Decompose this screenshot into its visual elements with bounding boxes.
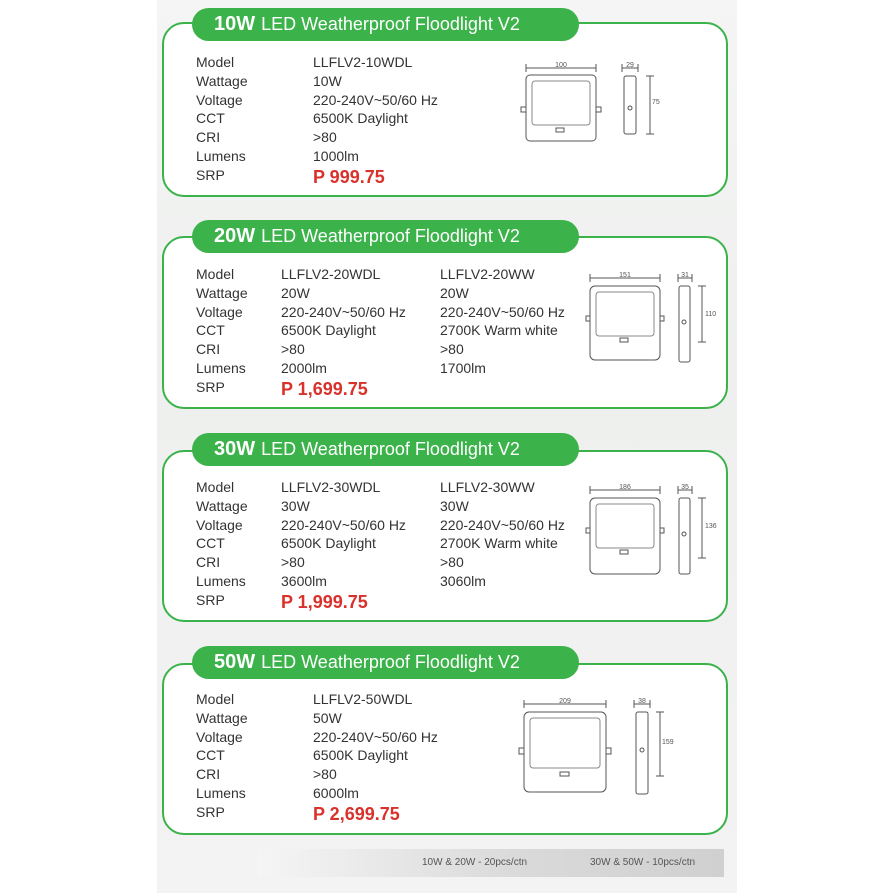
- dim-height: 136: [705, 523, 717, 530]
- value-cri: >80: [313, 129, 337, 146]
- product-banner-50w: [192, 646, 579, 679]
- label-wattage: Wattage: [196, 284, 248, 301]
- price-srp: P 2,699.75: [313, 803, 400, 824]
- label-srp: SRP: [196, 378, 225, 395]
- packing-footer: [258, 849, 724, 877]
- spec-values-30w-daylight: [281, 478, 406, 612]
- value-voltage: 220-240V~50/60 Hz: [313, 91, 438, 108]
- dim-height: 110: [705, 311, 717, 318]
- banner-wattage: 20W: [214, 225, 256, 247]
- value-cct: 6500K Daylight: [281, 322, 376, 339]
- label-cri: CRI: [196, 766, 221, 783]
- value-lumens: 3600lm: [281, 572, 327, 589]
- spec-labels-30w: [196, 478, 248, 610]
- packing-note-10w-20w: 10W & 20W - 20pcs/ctn: [422, 857, 528, 868]
- price-srp: P 999.75: [313, 166, 385, 187]
- value-cri: >80: [281, 554, 305, 571]
- banner-title: LED Weatherproof Floodlight V2: [261, 439, 520, 459]
- value-voltage: 220-240V~50/60 Hz: [281, 516, 406, 533]
- value-model: LLFLV2-30WDL: [281, 479, 381, 495]
- label-cct: CCT: [196, 535, 225, 552]
- value-model: LLFLV2-20WW: [440, 266, 535, 282]
- dim-height: 75: [652, 99, 660, 106]
- dim-depth: 29: [626, 62, 634, 69]
- value-cri: >80: [440, 554, 464, 571]
- label-srp: SRP: [196, 166, 225, 183]
- value-cri: >80: [440, 341, 464, 358]
- dimension-diagram-50w: [516, 696, 676, 800]
- dimension-diagram-20w: [584, 270, 719, 370]
- value-wattage: 50W: [313, 709, 342, 726]
- value-wattage: 10W: [313, 72, 342, 89]
- banner-title: LED Weatherproof Floodlight V2: [261, 14, 520, 34]
- dim-width: 209: [559, 698, 571, 705]
- banner-wattage: 30W: [214, 438, 256, 460]
- value-lumens: 6000lm: [313, 784, 359, 801]
- value-cct: 6500K Daylight: [313, 747, 408, 764]
- price-srp: P 1,999.75: [281, 591, 368, 612]
- price-srp: P 1,699.75: [281, 378, 368, 399]
- label-model: Model: [196, 54, 235, 70]
- label-lumens: Lumens: [196, 784, 246, 801]
- value-lumens: 1000lm: [313, 147, 359, 164]
- label-srp: SRP: [196, 591, 225, 608]
- label-wattage: Wattage: [196, 497, 248, 514]
- value-lumens: 3060lm: [440, 572, 486, 589]
- product-banner-30w: [192, 433, 579, 466]
- spec-values-20w-daylight: [281, 265, 406, 399]
- value-cct: 2700K Warm white: [440, 322, 558, 339]
- value-cct: 6500K Daylight: [313, 110, 408, 127]
- value-voltage: 220-240V~50/60 Hz: [440, 303, 565, 320]
- banner-wattage: 10W: [214, 13, 256, 35]
- value-voltage: 220-240V~50/60 Hz: [313, 728, 438, 745]
- dim-width: 100: [555, 62, 567, 69]
- spec-labels-20w: [196, 265, 248, 397]
- value-model: LLFLV2-50WDL: [313, 691, 413, 707]
- value-cri: >80: [281, 341, 305, 358]
- dim-depth: 35: [681, 484, 689, 491]
- value-wattage: 20W: [281, 284, 310, 301]
- dim-depth: 38: [638, 698, 646, 705]
- label-lumens: Lumens: [196, 359, 246, 376]
- dim-height: 159: [662, 739, 674, 746]
- value-voltage: 220-240V~50/60 Hz: [281, 303, 406, 320]
- spec-values-50w: [313, 690, 438, 824]
- packing-note-30w-50w: 30W & 50W - 10pcs/ctn: [590, 857, 696, 868]
- product-banner-20w: [192, 220, 579, 253]
- label-lumens: Lumens: [196, 147, 246, 164]
- spec-values-10w: [313, 53, 438, 187]
- value-cct: 6500K Daylight: [281, 535, 376, 552]
- value-lumens: 2000lm: [281, 359, 327, 376]
- dim-width: 151: [619, 272, 631, 279]
- dim-width: 186: [619, 484, 631, 491]
- dimension-diagram-30w: [584, 482, 719, 582]
- label-lumens: Lumens: [196, 572, 246, 589]
- label-wattage: Wattage: [196, 709, 248, 726]
- value-model: LLFLV2-20WDL: [281, 266, 381, 282]
- label-model: Model: [196, 691, 235, 707]
- label-cri: CRI: [196, 129, 221, 146]
- spec-labels-10w: [196, 53, 248, 185]
- value-lumens: 1700lm: [440, 359, 486, 376]
- label-cct: CCT: [196, 747, 225, 764]
- label-voltage: Voltage: [196, 303, 243, 320]
- label-model: Model: [196, 266, 235, 282]
- label-wattage: Wattage: [196, 72, 248, 89]
- dimension-diagram-10w: [518, 60, 663, 155]
- value-wattage: 30W: [440, 497, 469, 514]
- dim-depth: 31: [681, 272, 689, 279]
- label-voltage: Voltage: [196, 516, 243, 533]
- value-cct: 2700K Warm white: [440, 535, 558, 552]
- label-cct: CCT: [196, 110, 225, 127]
- value-model: LLFLV2-10WDL: [313, 54, 413, 70]
- label-model: Model: [196, 479, 235, 495]
- product-banner-10w: [192, 8, 579, 41]
- value-wattage: 20W: [440, 284, 469, 301]
- value-wattage: 30W: [281, 497, 310, 514]
- label-cri: CRI: [196, 554, 221, 571]
- label-voltage: Voltage: [196, 91, 243, 108]
- banner-title: LED Weatherproof Floodlight V2: [261, 652, 520, 672]
- spec-values-30w-warm: [440, 478, 565, 591]
- value-model: LLFLV2-30WW: [440, 479, 535, 495]
- value-cri: >80: [313, 766, 337, 783]
- spec-values-20w-warm: [440, 265, 565, 378]
- label-cri: CRI: [196, 341, 221, 358]
- label-cct: CCT: [196, 322, 225, 339]
- banner-title: LED Weatherproof Floodlight V2: [261, 226, 520, 246]
- spec-labels-50w: [196, 690, 248, 822]
- label-srp: SRP: [196, 803, 225, 820]
- label-voltage: Voltage: [196, 728, 243, 745]
- banner-wattage: 50W: [214, 651, 256, 673]
- value-voltage: 220-240V~50/60 Hz: [440, 516, 565, 533]
